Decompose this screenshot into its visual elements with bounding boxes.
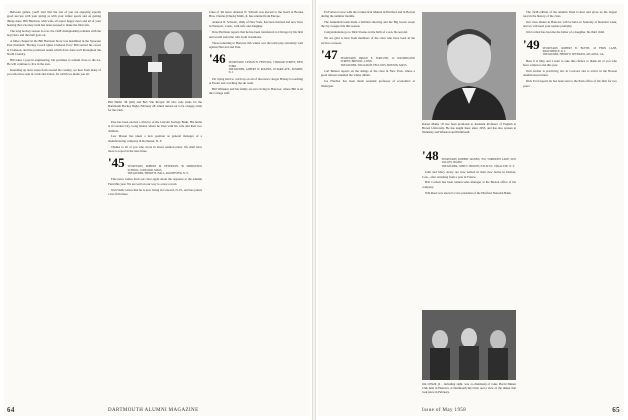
paragraph: Pete has been elected a director of the Lincoln Savings Bank. His home is in Garden City, Long Island, where he lives with his wife and their two children. [108, 120, 202, 133]
class-year: '47 [321, 46, 338, 62]
paragraph: Those returning to Hanover this winter saw the team play extremely well against Harvard and Yale. [209, 40, 303, 49]
hockey-night-photo [108, 12, 202, 98]
page-gutter [312, 0, 316, 420]
left-page [4, 4, 310, 416]
paragraph: Lew Mason has taken a new position as general manager of a manufacturing company in Rochester, N. Y. [108, 134, 202, 143]
secretary-line: SECRETARY, ROBERT B. BLYTH, 43 FERN LANE, PROVIDENCE, R. I. [542, 46, 617, 54]
right-column-2 [422, 146, 516, 306]
paragraph: Tom Archer is practicing law in Concord and is active in the Boston Alumni Association. [523, 69, 617, 78]
class-year: '48 [422, 148, 439, 163]
class-officers [229, 61, 303, 75]
paragraph: John and Mary Avery are now settled in their new home in Denver, Colo., after returning from a year in France. [422, 170, 516, 179]
paragraph: Our class dinner in Hanover will be held on Saturday of Reunion week, and we will need your replies promptly. [523, 20, 617, 29]
treasurer-line: TREASURER, ALBERT W. ROGERS, 20 PARK AVE., SUMMIT, N. J. [228, 67, 303, 75]
paragraph: Win Reed was elected a vice president of the Hartford National Bank. [425, 190, 512, 195]
left-column-1 [7, 10, 101, 402]
paragraph: Here it is May and I want to take this chance to thank all of you who have written to me this year. [523, 58, 617, 68]
paragraph: Jim Corbett has become the father of a daughter, his third child. [526, 30, 605, 35]
paragraph: Bill Whitaker and his family are now living in Hanover, where Bill is on the College staff. [209, 86, 303, 96]
class-officers [442, 158, 516, 168]
dinner-caption: Jim O'Neill (2 - including right, was co-chairman) of Lake Placid Dinner Club held in Hanover, at Dartmouth Ski Club, and a view of the dinner that took place in February. [422, 382, 516, 395]
paragraph: Rounding up news notes from around the country, we hear from many of you who have sent in cards and letters, for which we thank you all. [7, 67, 101, 77]
class-year: '49 [523, 36, 540, 52]
paragraph: Bill takes a post in engineering, but promises to remain close to the ice. He will continue to live in the area. [7, 57, 101, 67]
class-heading-47 [321, 48, 415, 67]
paragraph: A fuller chapter in the Bill Harrison Story was headlined in the Syracuse Post-Standard: 'Hockey Coach Quits Clarkson Post.' Bill started his career at Clarkson, and has produced teams which have done well throughout the North Country. [7, 38, 101, 56]
treasurer-line: TREASURER, HENRY B. HALL, ROCHESTER, N. Y. [127, 172, 189, 176]
page-number: 65 [612, 406, 620, 414]
paragraph: Between games, you'll visit that the rest of you are enjoying equally good success with your spring as with your winter sports and on getting things done. Bill Harrison, with wife, all report happy news and all of your hearing that a hockey team has been pressed to make the final win. [7, 10, 101, 27]
treasurer-line: TREASURER, HENRY P. SEYMOUR, ATLANTA, GA. [542, 53, 605, 57]
paragraph: Joe Fletcher has been made assistant professor of economics at Wesleyan. [321, 79, 415, 88]
paragraph: Dick Ford reports he has been sent to the Paris office of his firm for two years. [523, 79, 617, 88]
treasurer-line: TREASURER, JOHN C. BROWN, 8 ELM ST., SYRACUSE, N. Y. [441, 164, 515, 168]
portrait-caption: Robert Marks '47 has been promoted to Assistant Professor of English at Brown University. He has taught there since 1953, and has also spoken at Wellesley and Wheaton and Dartmouth. [422, 122, 516, 135]
class-year: '46 [209, 51, 226, 67]
paragraph: Fine news comes from our class agent about the response to the Alumni Fund this year. We are well on our way to a new record. [108, 177, 202, 186]
portrait-graphic [422, 12, 516, 120]
paragraph: I'm trying hard to catch up on all of that news. Roger Halsey is teaching at Exeter and coaching the ski team. [209, 76, 303, 86]
treasurer-line: TREASURER, WILLIAM B. FELLOWS, BOSTON, MASS. [340, 63, 408, 67]
column-note: Class of '46 news: Alanson N. Schwab was elected to the board at Brooks Bros. Charles (Chuck) Smith, Jr. has returned from Europe. [209, 10, 303, 19]
paragraph: We are glad to hear from members of the class who have been in the service overseas. [321, 36, 415, 45]
secretary-line: SECRETARY, ROBERT M. PETERSON, 36 MIDDLESEX SCHOOL, CONCORD, MASS. [127, 165, 202, 172]
class-year: '45 [108, 155, 125, 171]
paragraph: Thanks to all of you who wrote in about reunion plans. We shall have more to report in the next issue. [108, 144, 202, 153]
portrait-photo [422, 12, 516, 120]
secretary-line: SECRETARY, ROBERT JANSEN, 7011 TOMPKINS LANE, SUN VALLEY, IDAHO [441, 158, 516, 165]
issue-footer: Issue of May 1958 [422, 408, 467, 413]
class-heading-49 [523, 38, 617, 57]
paragraph: Congratulations go to Dick Sloane on the birth of a son, his second. [324, 30, 408, 35]
paragraph: Carl Benton reports on the doings of the class in New York, where a good turnout attended the winter dinner. [321, 69, 415, 78]
photo-caption: Phil Heller '46 (left) and Bob Van Roojen '46 who rode plans for the Dartmouth Hockey Night, February 28, which turned out to be a happy event for the Club. [108, 100, 202, 113]
left-column-3 [209, 10, 303, 402]
photo-graphic [108, 12, 202, 98]
page-number: 64 [7, 406, 15, 414]
paragraph: Alanson N. Schwab, 1946, of New York, has been married and now lives in Westport, Conn., with wife and daughter. [209, 20, 303, 29]
dinner-graphic [422, 310, 516, 380]
class-officers [128, 165, 202, 175]
paragraph: The long hockey season is over, the 1928 championship remains with the boys here and the mail goes on. [7, 28, 101, 38]
left-column-2 [108, 120, 202, 402]
class-heading-48 [422, 149, 516, 168]
class-heading-46 [209, 52, 303, 75]
secretary-line: SECRETARY, BRUCE E. FORTUNE, 14 WASHINGTON STREET, BRISTOL, CONN. [340, 56, 415, 64]
paragraph: The basketball team made a brilliant showing and the Big Green swept the Ivy League title this season. [321, 20, 415, 29]
magazine-footer: DARTMOUTH ALUMNI MAGAZINE [108, 408, 199, 413]
paragraph: The 1948 edition of the Alumni Fund is here and gives us the largest total in the history of the class. [523, 10, 617, 19]
class-heading-45 [108, 156, 202, 175]
right-column-3 [523, 10, 617, 402]
right-page [318, 4, 624, 416]
paragraph: Ed Forbes is now with the Connecticut Mutual in Hartford and in Boston during the summer months. [321, 10, 415, 19]
dinner-photo [422, 310, 516, 380]
paragraph: Tom Wells writes that he is now living in Concord, N. H., and has joined a law firm there. [108, 187, 202, 196]
class-officers [341, 57, 415, 67]
paragraph: Bob Carlson has been named sales manager at the Boston office of his company. [422, 180, 516, 189]
right-column-1 [321, 10, 415, 402]
class-officers [543, 47, 617, 57]
secretary-line: SECRETARY, LYMAN H. FENWICK, 3 BROAD STREET, NEW YORK [228, 61, 303, 68]
paragraph: Dave Hollister reports that he has been transferred to Chicago by his firm and would welcome calls from classmates. [209, 30, 303, 39]
